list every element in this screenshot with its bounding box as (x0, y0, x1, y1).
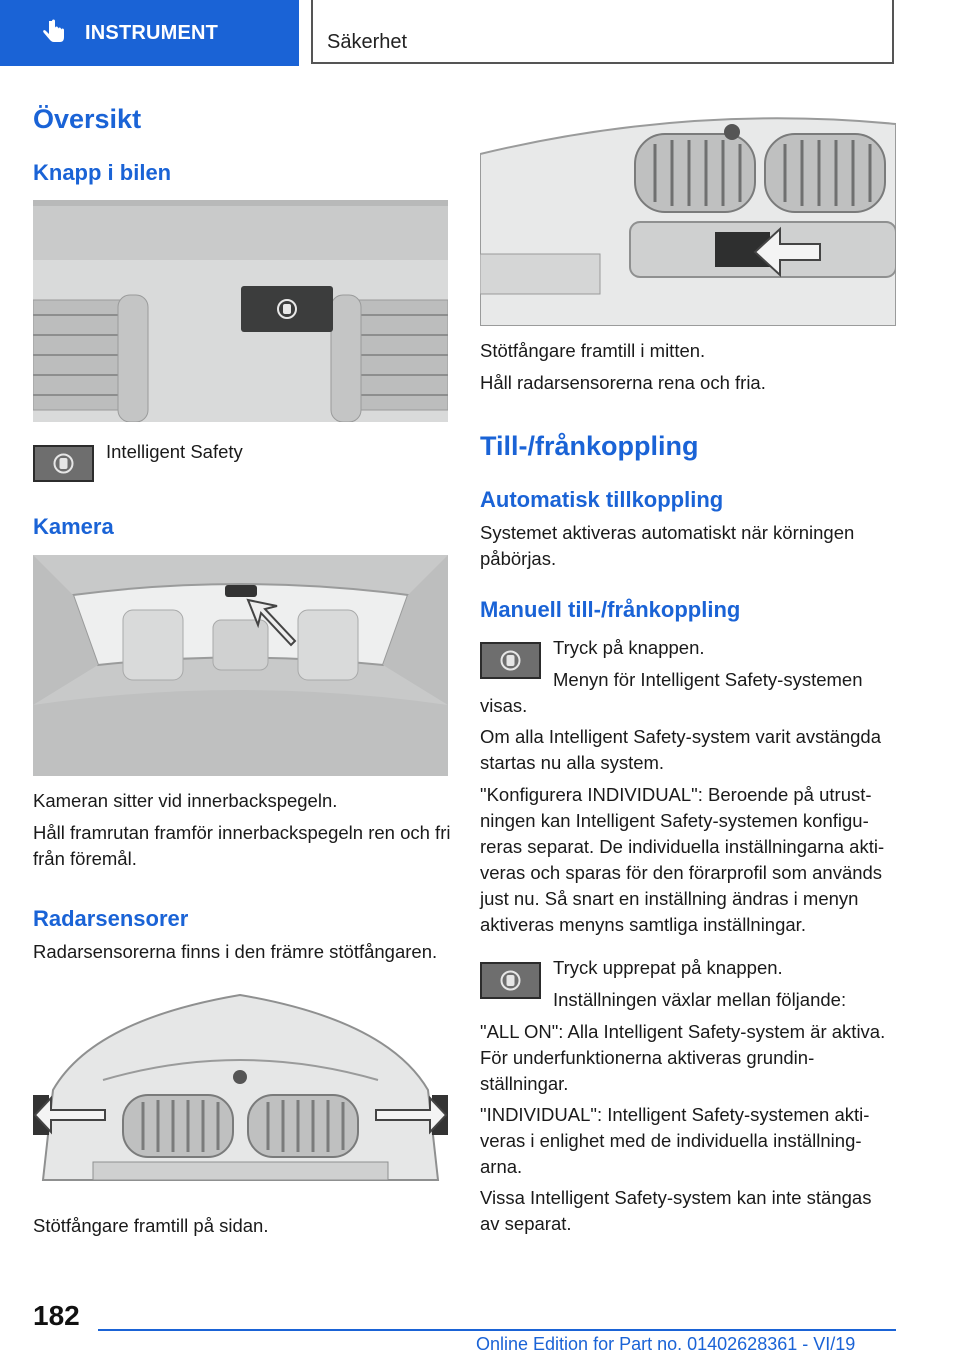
certain-systems-text: Vissa Intelligent Safety-system kan inte stängas av separat. (480, 1187, 872, 1234)
page-number: 182 (33, 1300, 80, 1331)
press-button-text: Tryck på knappen. (553, 637, 705, 658)
configure-individual-text: "Konfigurera INDIVIDUAL": Beroende på utrustningen kan Intelligent Safety-systemen konfigureras separat. De individuella inställningarna aktiveras och sparas för den förarprofil som används just nu. Så snart en inställning ändras i menyn aktiveras menyns samtliga inställningar. (480, 784, 885, 935)
toggle-between-text: Inställningen växlar mellan följande: (553, 989, 847, 1010)
hand-pointer-icon (38, 18, 68, 48)
footer-divider (98, 1329, 896, 1331)
button-in-car-image (33, 200, 448, 422)
intelligent-safety-button-repeat[interactable] (480, 962, 541, 999)
automatic-text: Systemet aktiveras automatiskt när körningen påbörjas. (480, 522, 855, 569)
bumper-side-caption: Stötfångare framtill på sidan. (33, 1215, 269, 1236)
radar-location-text: Radarsensorerna finns i den främre stötfångaren. (33, 941, 438, 962)
edition-text: Online Edition for Part no. 01402628361 - VI/19 (476, 1334, 856, 1354)
section-title: Säkerhet (327, 31, 408, 53)
menu-shown-text-cont: visas. (480, 695, 528, 716)
heading-button-in-car: Knapp i bilen (33, 160, 172, 185)
heading-toggle: Till-/frånkoppling (480, 431, 699, 461)
header-tab-label: INSTRUMENT (85, 21, 219, 44)
individual-text: "INDIVIDUAL": Intelligent Safety-systemen aktiveras i enlighet med de individuella inställningarna. (480, 1104, 870, 1177)
heading-radar-sensors: Radarsensorer (33, 906, 189, 931)
intelligent-safety-label: Intelligent Safety (106, 441, 243, 462)
intelligent-safety-button[interactable] (33, 445, 94, 482)
bumper-middle-image (480, 104, 896, 326)
header-section (311, 0, 894, 64)
camera-clean-text: Håll framrutan framför innerbackspegeln ren och fri från föremål. (33, 822, 451, 869)
intelligent-safety-icon (35, 447, 92, 480)
heading-overview: Översikt (33, 104, 142, 134)
heading-manual: Manuell till-/frånkoppling (480, 597, 741, 622)
all-on-text: "ALL ON": Alla Intelligent Safety-system är aktiva. För underfunktionerna aktiveras grundinställningar. (480, 1021, 886, 1094)
camera-location-text: Kameran sitter vid innerbackspegeln. (33, 790, 338, 811)
heading-automatic: Automatisk tillkoppling (480, 487, 724, 512)
header-tab[interactable] (0, 0, 299, 66)
radar-clean-text: Håll radarsensorerna rena och fria. (480, 372, 766, 393)
intelligent-safety-icon (482, 964, 539, 997)
camera-image (33, 555, 448, 776)
heading-camera: Kamera (33, 514, 114, 539)
all-off-text: Om alla Intelligent Safety-system varit avstängda startas nu alla system. (480, 726, 882, 773)
press-repeat-text: Tryck upprepat på knappen. (553, 957, 783, 978)
intelligent-safety-icon (482, 644, 539, 677)
bumper-side-image (33, 980, 448, 1202)
menu-shown-text: Menyn för Intelligent Safety-systemen (553, 669, 863, 690)
bumper-middle-caption: Stötfångare framtill i mitten. (480, 340, 706, 361)
intelligent-safety-button-manual[interactable] (480, 642, 541, 679)
